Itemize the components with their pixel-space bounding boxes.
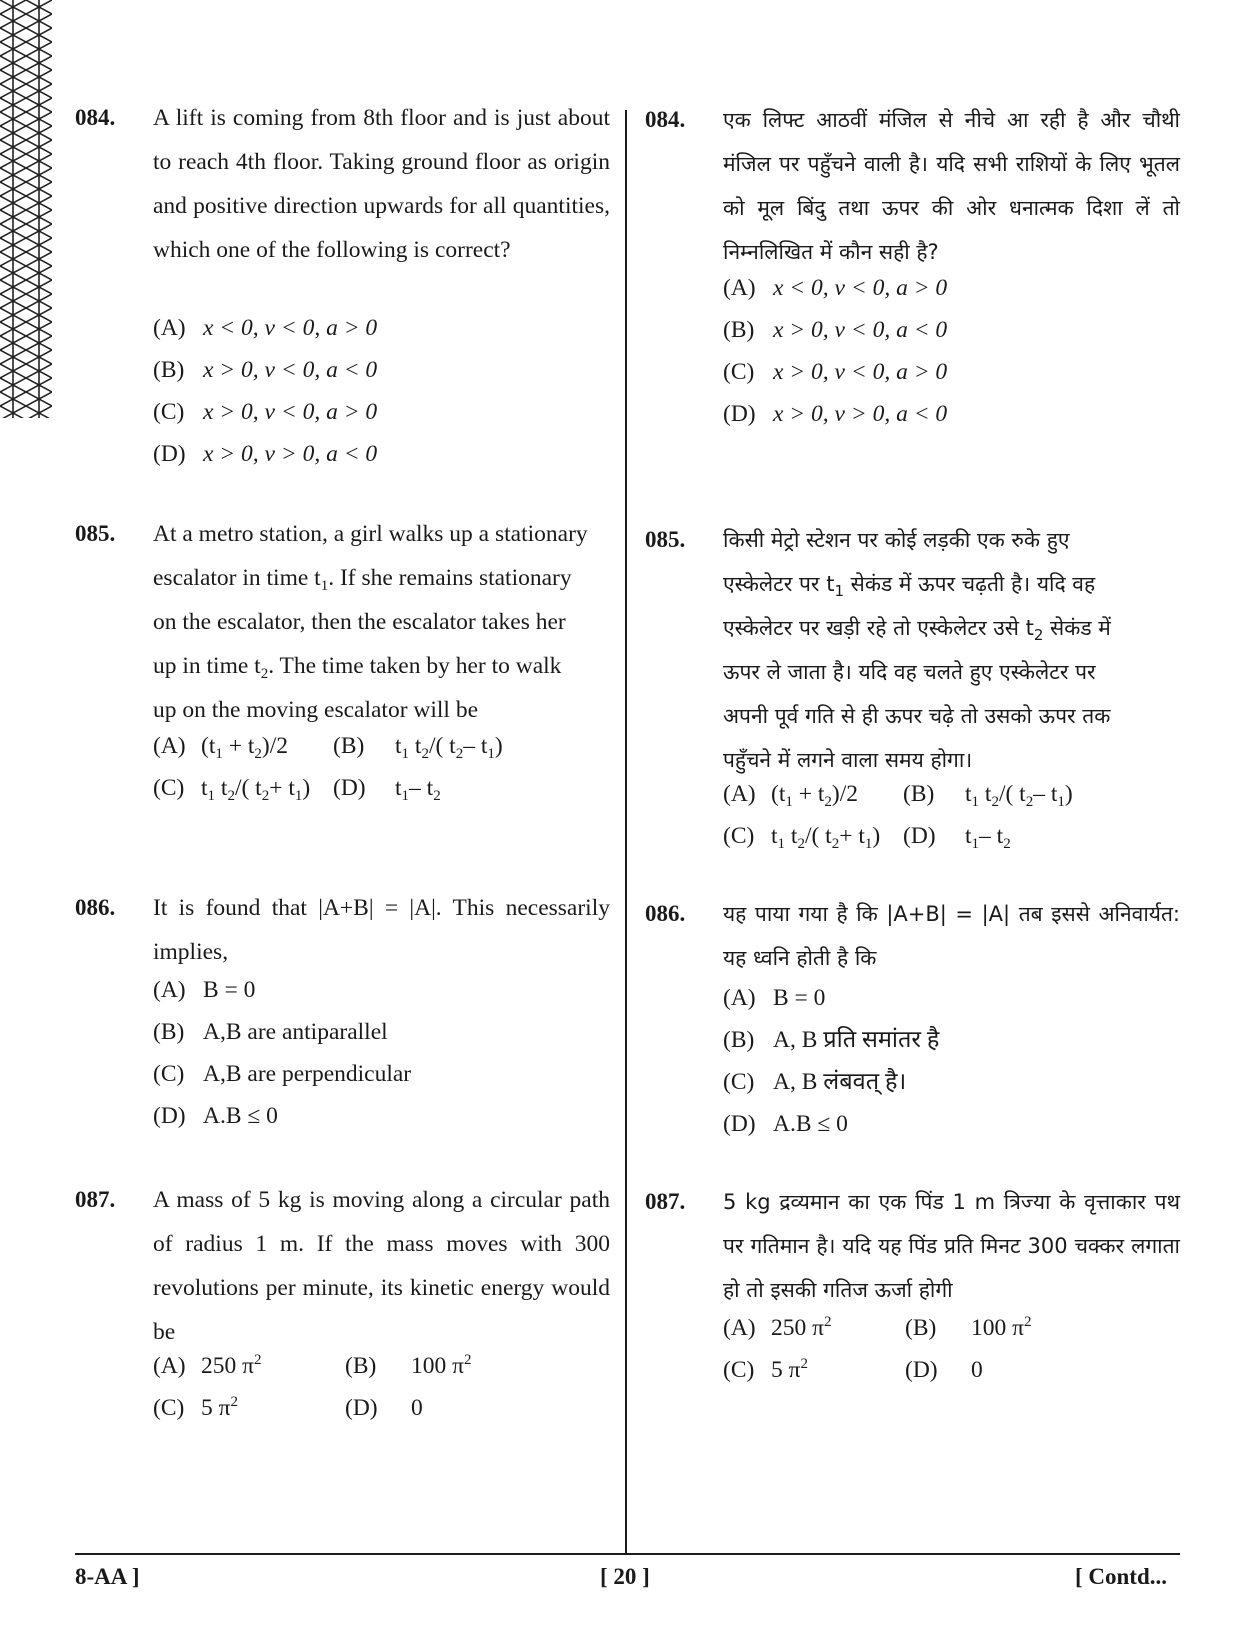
option-d: (D) $t_1-$ $t_2$ xyxy=(333,775,441,804)
footer-rule xyxy=(75,1553,1180,1555)
option-b: (B) 100 $\pi^2$ xyxy=(905,1314,1032,1341)
question-text: At a metro station, a girl walks up a stationary escalator in time $t_1$. If she remains stationary on the escalator, then the escalator takes her up in time $t_2$. The time taken by her to walk up on the moving escalator will be xyxy=(153,521,588,723)
option-b: (B) $t_1$ $t_2/$( $t_2-$ $t_1$) xyxy=(333,733,503,762)
option-d: (D) $t_1-$ $t_2$ xyxy=(903,823,1011,852)
option-d: (D) A.B ≤ 0 xyxy=(153,1103,278,1129)
option-b: (B) x > 0, v < 0, a < 0 xyxy=(153,357,378,383)
option-a: (A) 250 $\pi^2$ xyxy=(153,1352,262,1379)
option-c: (C) $t_1$ $t_2/$( $t_2+ t_1$) xyxy=(153,775,311,804)
question-text: यह पाया गया है कि |A+B| = |A| तब इससे अनिवार्यत: यह ध्वनि होती है कि xyxy=(723,902,1180,970)
option-a: (A) $(t_1 + t_2)/2$ xyxy=(153,733,289,762)
option-a: (A) x < 0, v < 0, a > 0 xyxy=(153,315,378,341)
question-number: 085. xyxy=(645,527,686,552)
page-number: [ 20 ] xyxy=(600,1564,650,1589)
option-d: (D) x > 0, v > 0, a < 0 xyxy=(153,441,378,467)
option-d: (D) 0 xyxy=(345,1395,423,1421)
question-number: 086. xyxy=(645,901,686,926)
option-a: (A) $(t_1 + t_2)/2$ xyxy=(723,781,859,810)
question-text: 5 kg द्रव्यमान का एक पिंड 1 m त्रिज्या के वृत्ताकार पथ पर गतिमान है। यदि यह पिंड प्रति मिनट 300 चक्कर लगाता हो तो इसकी गतिज ऊर्जा होगी xyxy=(723,1190,1180,1302)
question-number: 085. xyxy=(75,521,116,546)
option-a: (A) B = 0 xyxy=(153,977,256,1003)
option-d: (D) A.B ≤ 0 xyxy=(723,1111,848,1137)
question-text: एक लिफ्ट आठवीं मंजिल से नीचे आ रही है और चौथी मंजिल पर पहुँचने वाली है। यदि सभी राशियों के लिए भूतल को मूल बिंदु तथा ऊपर की ओर धनात्मक दिशा लें तो निम्नलिखित में कौन सही है? xyxy=(723,108,1180,264)
question-number: 087. xyxy=(645,1189,686,1214)
option-a: (A) 250 $\pi^2$ xyxy=(723,1314,832,1341)
option-b: (B) x > 0, v < 0, a < 0 xyxy=(723,317,948,343)
question-number: 087. xyxy=(75,1187,116,1212)
option-a: (A) B = 0 xyxy=(723,985,826,1011)
column-divider xyxy=(625,110,627,1555)
question-text: A lift is coming from 8th floor and is just about to reach 4th floor. Taking ground floor as origin and positive direction upwards for all quantities, which one of the following is correct? xyxy=(153,105,610,263)
question-text: A mass of 5 kg is moving along a circular path of radius 1 m. If the mass moves with 300 revolutions per minute, its kinetic energy would be xyxy=(153,1187,610,1345)
option-c: (C) x > 0, v < 0, a > 0 xyxy=(723,359,948,385)
question-number: 084. xyxy=(645,107,686,132)
option-c: (C) $t_1$ $t_2/$( $t_2+ t_1$) xyxy=(723,823,881,852)
option-c: (C) 5 $\pi^2$ xyxy=(723,1356,808,1383)
continued-label: [ Contd... xyxy=(1075,1564,1168,1589)
option-c: (C) 5 $\pi^2$ xyxy=(153,1394,238,1421)
option-b: (B) A,B are antiparallel xyxy=(153,1019,388,1045)
option-a: (A) x < 0, v < 0, a > 0 xyxy=(723,275,948,301)
option-c: (C) x > 0, v < 0, a > 0 xyxy=(153,399,378,425)
decorative-border-pattern xyxy=(0,0,52,418)
question-number: 084. xyxy=(75,105,116,130)
question-number: 086. xyxy=(75,895,116,920)
question-text: किसी मेट्रो स्टेशन पर कोई लड़की एक रुके हुए एस्केलेटर पर $t_1$ सेकंड में ऊपर चढ़ती है। यदि वह एस्केलेटर पर खड़ी रहे तो एस्केलेटर उसे $t_2$ सेकंड में ऊपर ले जाता है। यदि वह चलते हुए एस्केलेटर पर अपनी पूर्व गति से ही ऊपर चढ़े तो उसको ऊपर तक पहुँचने में लगने वाला समय होगा। xyxy=(723,528,1111,772)
option-d: (D) x > 0, v > 0, a < 0 xyxy=(723,401,948,427)
option-d: (D) 0 xyxy=(905,1357,983,1383)
option-c: (C) A,B are perpendicular xyxy=(153,1061,412,1087)
option-b: (B) A, B प्रति समांतर है xyxy=(723,1027,940,1053)
question-text: It is found that |A+B| = |A|. This necessarily implies, xyxy=(153,895,610,965)
option-b: (B) $t_1$ $t_2/$( $t_2-$ $t_1$) xyxy=(903,781,1073,810)
footer-code: 8-AA ] xyxy=(75,1564,140,1589)
option-c: (C) A, B लंबवत् है। xyxy=(723,1069,907,1095)
option-b: (B) 100 $\pi^2$ xyxy=(345,1352,472,1379)
